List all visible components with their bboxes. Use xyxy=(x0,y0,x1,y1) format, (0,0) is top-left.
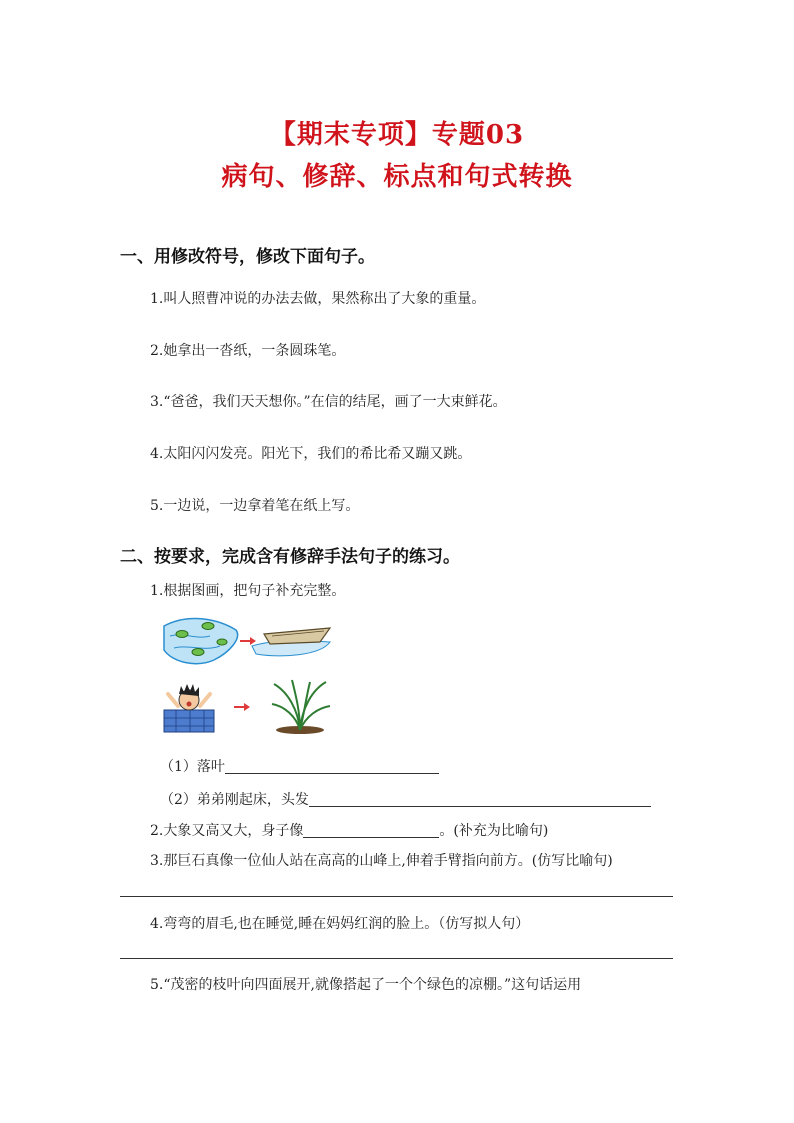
answer-blank[interactable] xyxy=(303,823,439,838)
arrow-right-icon xyxy=(240,637,256,645)
answer-line[interactable] xyxy=(120,958,673,959)
leaf-icon xyxy=(176,631,188,638)
messy-hair-icon xyxy=(179,684,199,696)
section2-heading: 二、按要求，完成含有修辞手法句子的练习。 xyxy=(120,547,460,567)
page-title-line2: 病句、修辞、标点和句式转换 xyxy=(221,162,573,192)
section2-q5: 5.“茂密的枝叶向四面展开,就像搭起了一个个绿色的凉棚。”这句话运用 xyxy=(150,977,582,993)
section1-item-1: 1.叫人照曹冲说的办法去做，果然称出了大象的重量。 xyxy=(150,291,486,307)
section2-q1a: （1）落叶 xyxy=(160,756,439,776)
section1-item-4: 4.太阳闪闪发亮。阳光下，我们的希比希又蹦又跳。 xyxy=(150,446,472,462)
boy-to-grass-illustration xyxy=(160,676,340,736)
leaf-icon xyxy=(192,649,204,656)
arrow-right-icon xyxy=(234,703,250,711)
section2-q2: 2.大象又高又大，身子像 。(补充为比喻句) xyxy=(150,823,549,839)
section2-q4: 4.弯弯的眉毛,也在睡觉,睡在妈妈红润的脸上。（仿写拟人句） xyxy=(150,916,530,932)
section2-q3: 3.那巨石真像一位仙人站在高高的山峰上,伸着手臂指向前方。(仿写比喻句) xyxy=(150,853,613,869)
section1-item-3: 3.“爸爸，我们天天想你。”在信的结尾，画了一大束鲜花。 xyxy=(150,394,507,410)
leaf-icon xyxy=(217,639,227,645)
grass-icon xyxy=(272,680,330,730)
leaf-icon xyxy=(202,623,214,630)
leaves-to-boat-illustration xyxy=(160,612,340,668)
section1-item-5: 5.一边说，一边拿着笔在纸上写。 xyxy=(150,498,360,514)
answer-line[interactable] xyxy=(120,896,673,897)
section2-q1b: （2）弟弟刚起床，头发 xyxy=(160,789,651,809)
answer-blank[interactable] xyxy=(309,792,651,807)
page-title-line1: 【期末专项】专题03 xyxy=(269,120,525,150)
section2-q1: 1.根据图画，把句子补充完整。 xyxy=(150,583,346,599)
section1-item-2: 2.她拿出一沓纸，一条圆珠笔。 xyxy=(150,343,346,359)
blanket-icon xyxy=(164,710,214,732)
answer-blank[interactable] xyxy=(225,759,439,774)
section1-heading: 一、用修改符号，修改下面句子。 xyxy=(120,247,375,267)
